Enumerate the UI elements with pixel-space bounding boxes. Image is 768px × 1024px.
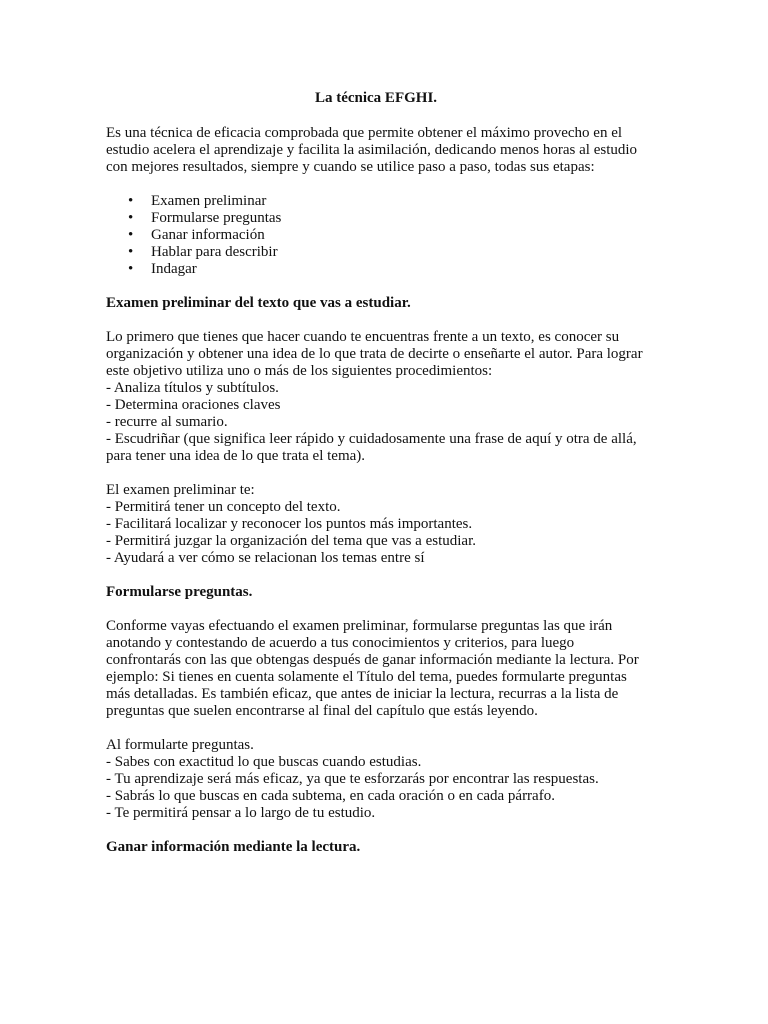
list-item: - Sabes con exactitud lo que buscas cuando estudias. bbox=[106, 754, 422, 770]
bullet-icon: • bbox=[128, 210, 134, 226]
list-item: - recurre al sumario. bbox=[106, 414, 228, 430]
sub-intro: El examen preliminar te: bbox=[106, 482, 255, 498]
list-item: - Analiza títulos y subtítulos. bbox=[106, 380, 279, 396]
steps-list bbox=[106, 193, 646, 278]
list-item: • Formularse preguntas bbox=[128, 210, 282, 226]
section-examen-body bbox=[106, 329, 646, 465]
bullet-icon: • bbox=[128, 244, 134, 260]
section-paragraph: Conforme vayas efectuando el examen preliminar, formularse preguntas las que irán anotando y contestando de acuerdo a tus conocimientos y criterios, para luego confrontarás con las que obtengas después de ganar información mediante la lectura. Por ejemplo: Si tienes en cuenta solamente el Título del tema, puedes formularte preguntas más detalladas. Es también eficaz, que antes de iniciar la lectura, recurras a la lista de preguntas que suelen encontrarse al final del capítulo que estás leyendo. bbox=[106, 618, 639, 719]
section-paragraph: Lo primero que tienes que hacer cuando te encuentras frente a un texto, es conocer su organización y obtener una idea de lo que trata de decirte o enseñarte el autor. Para lograr este objetivo utiliza uno o más de los siguientes procedimientos: bbox=[106, 329, 643, 379]
list-item: • Examen preliminar bbox=[128, 193, 267, 209]
list-item: - Permitirá juzgar la organización del tema que vas a estudiar. bbox=[106, 533, 476, 549]
list-item: • Indagar bbox=[128, 261, 197, 277]
list-item: • Hablar para describir bbox=[128, 244, 278, 260]
bullet-icon: • bbox=[128, 261, 134, 277]
list-item: - Determina oraciones claves bbox=[106, 397, 281, 413]
intro-paragraph: Es una técnica de eficacia comprobada que permite obtener el máximo provecho en el estudio acelera el aprendizaje y facilita la asimilación, dedicando menos horas al estudio con mejores resultados, siempre y cuando se utilice paso a paso, todas sus etapas: bbox=[106, 125, 638, 175]
section-preguntas-benefits bbox=[106, 737, 646, 822]
list-item: - Escudriñar (que significa leer rápido y cuidadosamente una frase de aquí y otra de allá, para tener una idea de lo que trata el tema). bbox=[106, 431, 637, 464]
bullet-icon: • bbox=[128, 227, 134, 243]
section-heading-examen: Examen preliminar del texto que vas a estudiar. bbox=[106, 295, 411, 311]
list-item: - Te permitirá pensar a lo largo de tu estudio. bbox=[106, 805, 376, 821]
document-title: La técnica EFGHI. bbox=[314, 90, 438, 106]
section-heading-informacion: Ganar información mediante la lectura. bbox=[106, 839, 361, 855]
list-item: - Sabrás lo que buscas en cada subtema, en cada oración o en cada párrafo. bbox=[106, 788, 555, 804]
section-heading-preguntas: Formularse preguntas. bbox=[106, 584, 253, 600]
list-item: - Ayudará a ver cómo se relacionan los temas entre sí bbox=[106, 550, 425, 566]
bullet-icon: • bbox=[128, 193, 134, 209]
list-item: - Permitirá tener un concepto del texto. bbox=[106, 499, 341, 515]
list-item: - Facilitará localizar y reconocer los puntos más importantes. bbox=[106, 516, 473, 532]
section-examen-benefits bbox=[106, 482, 646, 567]
sub-intro: Al formularte preguntas. bbox=[106, 737, 254, 753]
document-page bbox=[106, 90, 646, 873]
list-item: • Ganar información bbox=[128, 227, 265, 243]
list-item: - Tu aprendizaje será más eficaz, ya que te esforzarás por encontrar las respuestas. bbox=[106, 771, 599, 787]
